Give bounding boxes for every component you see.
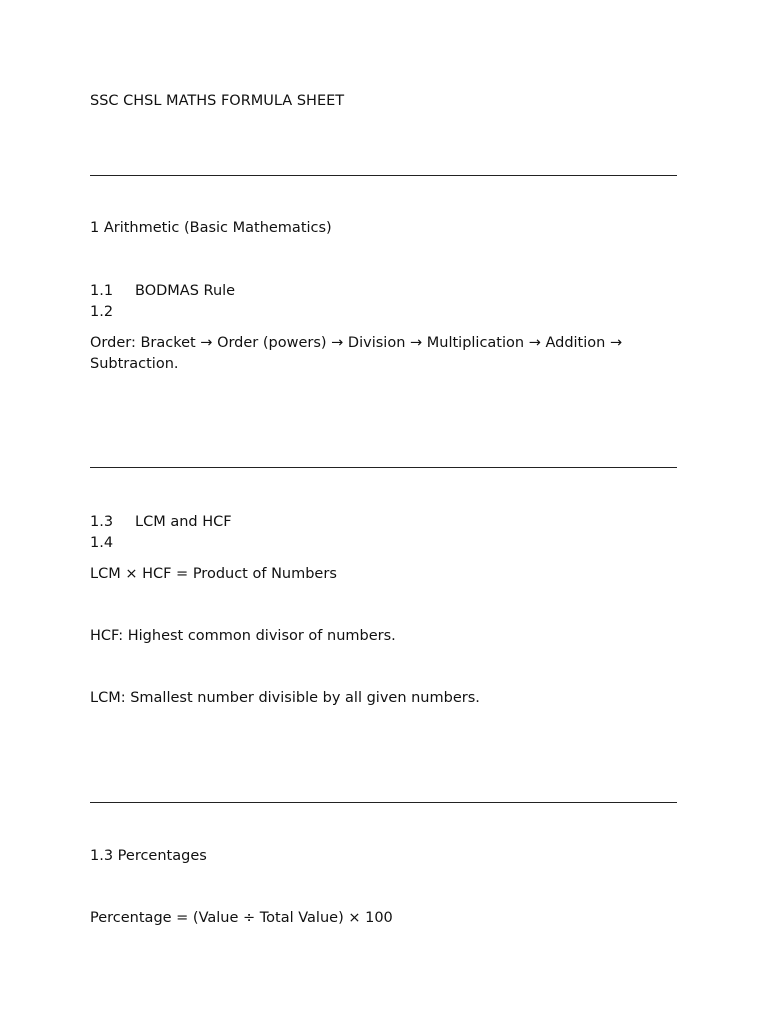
subsection-heading-bodmas bbox=[90, 281, 235, 302]
subsection-number: 1.1 bbox=[90, 283, 114, 299]
subsection-heading-lcm-hcf bbox=[90, 512, 232, 533]
divider bbox=[90, 802, 677, 803]
lcm-hcf-formula: LCM × HCF = Product of Numbers bbox=[90, 566, 337, 582]
hcf-definition: HCF: Highest common divisor of numbers. bbox=[90, 628, 396, 644]
percentage-formula: Percentage = (Value ÷ Total Value) × 100 bbox=[90, 910, 393, 926]
subsection-number: 1.3 bbox=[90, 514, 114, 530]
divider bbox=[90, 467, 677, 468]
section-heading-percentages: 1.3 Percentages bbox=[90, 848, 207, 864]
subsection-number-empty: 1.2 bbox=[90, 304, 114, 320]
lcm-definition: LCM: Smallest number divisible by all given numbers. bbox=[90, 690, 480, 706]
document-title: SSC CHSL MATHS FORMULA SHEET bbox=[90, 93, 345, 109]
bodmas-order-text: Order: Bracket → Order (powers) → Division → Multiplication → Addition → Subtraction. bbox=[90, 335, 623, 372]
subsection-title: BODMAS Rule bbox=[135, 283, 236, 299]
subsection-number-empty: 1.4 bbox=[90, 535, 114, 551]
divider bbox=[90, 175, 677, 176]
section-heading-arithmetic: 1 Arithmetic (Basic Mathematics) bbox=[90, 220, 332, 236]
subsection-title: LCM and HCF bbox=[135, 514, 232, 530]
